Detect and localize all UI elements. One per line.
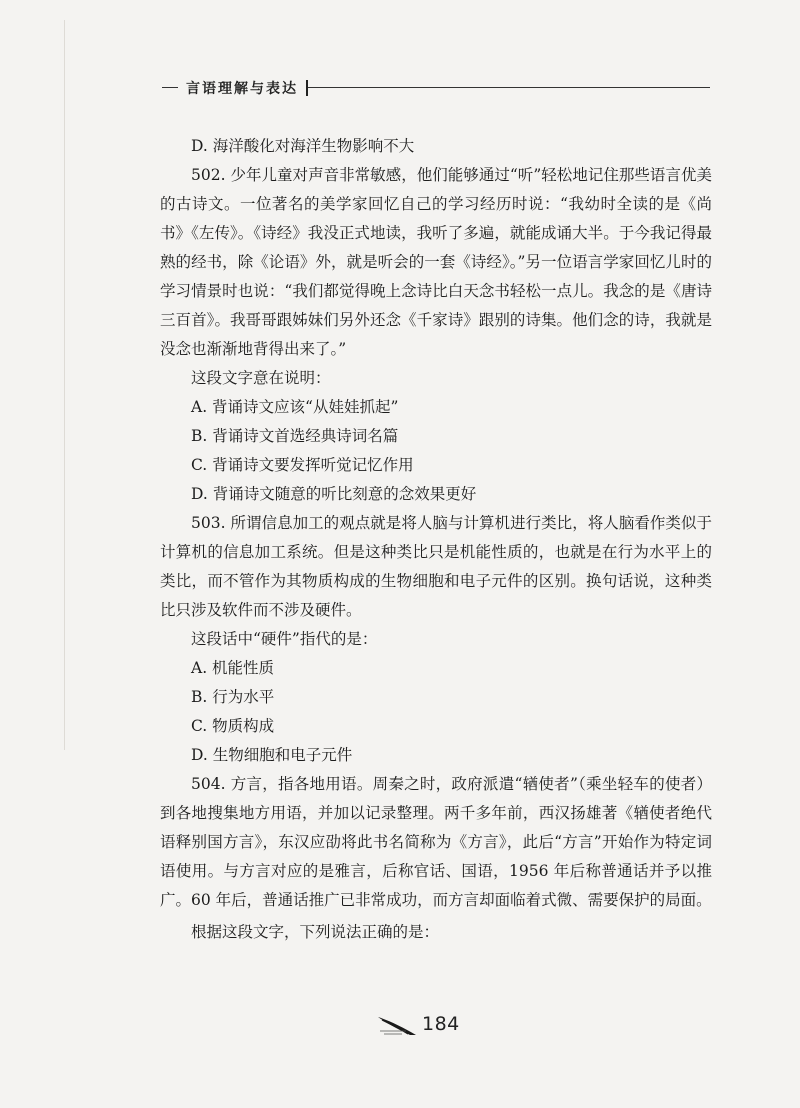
question-502 [160, 161, 712, 509]
q502-option-b: B. 背诵诗文首选经典诗词名篇 [191, 427, 399, 445]
q502-paragraph: 502. 少年儿童对声音非常敏感，他们能够通过“听”轻松地记住那些语言优美的古诗文。一位著名的美学家回忆自己的学习经历时说：“我幼时全读的是《尚书》《左传》。《诗经》我没正式地读，我听了多遍，就能成诵大半。于今我记得最熟的经书，除《论语》外，就是听会的一套《诗经》。”另一位语言学家回忆儿时的学习情景时也说：“我们都觉得晚上念诗比白天念书轻松一点儿。我念的是《唐诗三百首》。我哥哥跟姊妹们另外还念《千家诗》跟别的诗集。他们念的诗，我就是没念也渐渐地背得出来了。” [160, 166, 712, 358]
header-rule [308, 87, 710, 88]
header-title: 言语理解与表达 [186, 81, 298, 97]
q503-option-c: C. 物质构成 [191, 717, 275, 735]
q503-paragraph: 503. 所谓信息加工的观点就是将人脑与计算机进行类比，将人脑看作类似于计算机的信息加工系统。但是这种类比只是机能性质的，也就是在行为水平上的类比，而不管作为其物质构成的生物细胞和电子元件的区别。换句话说，这种类比只涉及软件而不涉及硬件。 [160, 514, 712, 619]
q502-option-d: D. 背诵诗文随意的听比刻意的念效果更好 [191, 485, 477, 503]
q503-option-d: D. 生物细胞和电子元件 [191, 746, 353, 764]
page-content [160, 132, 712, 947]
q502-option-c: C. 背诵诗文要发挥听觉记忆作用 [191, 456, 414, 474]
q502-prompt: 这段文字意在说明： [191, 369, 331, 387]
quill-icon [376, 1015, 420, 1037]
q503-option-a: A. 机能性质 [191, 659, 275, 677]
page-footer [376, 1013, 496, 1039]
page-number: 184 [422, 1013, 460, 1035]
q501-option-d: D. 海洋酸化对海洋生物影响不大 [191, 137, 415, 155]
q503-prompt: 这段话中“硬件”指代的是： [191, 630, 378, 648]
q504-prompt: 根据这段文字，下列说法正确的是： [191, 923, 440, 941]
q502-option-a: A. 背诵诗文应该“从娃娃抓起” [191, 398, 399, 416]
running-header [148, 78, 710, 98]
binding-line [64, 20, 65, 750]
header-dash [162, 87, 178, 88]
header-bar [306, 80, 308, 96]
question-504 [160, 770, 712, 947]
q504-paragraph: 504. 方言，指各地用语。周秦之时，政府派遣“𬨎使者”（乘坐轻车的使者）到各地搜集地方用语，并加以记录整理。两千多年前，西汉扬雄著《𬨎使者绝代语释别国方言》，东汉应劭将此书名简称为《方言》，此后“方言”开始作为特定词语使用。与方言对应的是雅言，后称官话、国语，1956 年后称普通话并予以推广。60 年后，普通话推广已非常成功，而方言却面临着式微、需要保护的局面。 [160, 775, 712, 909]
question-503 [160, 509, 712, 770]
q503-option-b: B. 行为水平 [191, 688, 275, 706]
